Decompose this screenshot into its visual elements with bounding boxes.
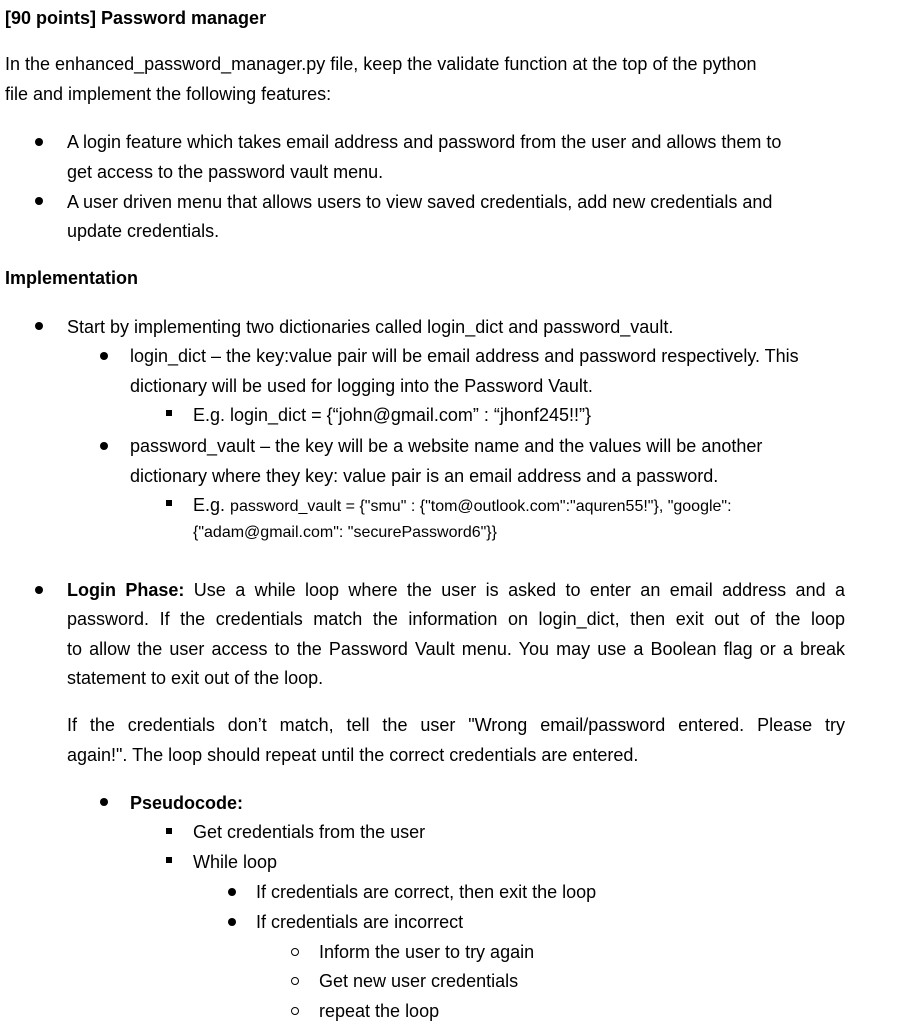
login-phase-line-2: password. If the credentials match the information on login_dict, then exit out of the loop xyxy=(67,609,845,629)
intro-line-1: In the enhanced_password_manager.py file, keep the validate function at the top of the python xyxy=(5,54,757,74)
pseudo-while: While loop xyxy=(193,852,278,872)
bullet-icon xyxy=(35,322,43,330)
square-bullet-icon xyxy=(166,500,172,506)
pseudo-sub-3: repeat the loop xyxy=(319,1001,440,1021)
login-dict-line-1: login_dict – the key:value pair will be email address and password respectively. This xyxy=(130,346,799,366)
bullet-icon xyxy=(35,586,43,594)
pseudo-correct: If credentials are correct, then exit the loop xyxy=(256,882,597,902)
intro-line-2: file and implement the following features: xyxy=(5,84,332,104)
pseudo-get: Get credentials from the user xyxy=(193,822,426,842)
password-vault-example-code-1: password_vault = {"smu" : {"tom@outlook.com":"aquren55!"}, "google": xyxy=(230,498,732,515)
password-vault-line-2: dictionary where they key: value pair is an email address and a password. xyxy=(130,466,719,486)
login-phase-line-4: statement to exit out of the loop. xyxy=(67,668,324,688)
bullet-icon xyxy=(35,138,43,146)
circle-bullet-icon xyxy=(291,948,299,956)
password-vault-line-1: password_vault – the key will be a website name and the values will be another xyxy=(130,436,763,456)
bullet-icon xyxy=(228,888,236,896)
password-vault-example-code-2: {"adam@gmail.com": "securePassword6"}} xyxy=(193,524,497,541)
login-phase-line-1 xyxy=(67,579,845,601)
login-phase-text: Use a while loop where the user is asked to enter an email address and a xyxy=(184,580,845,600)
login-phase-para2-line-2: again!". The loop should repeat until the correct credentials are entered. xyxy=(67,745,639,765)
implementation-heading: Implementation xyxy=(5,268,139,288)
login-phase-para2-line-1: If the credentials don’t match, tell the user "Wrong email/password entered. Please try xyxy=(67,715,845,735)
circle-bullet-icon xyxy=(291,977,299,985)
pseudo-incorrect: If credentials are incorrect xyxy=(256,912,464,932)
feature-2-line-2: update credentials. xyxy=(67,221,220,241)
bullet-icon xyxy=(100,798,108,806)
example-prefix: E.g. xyxy=(193,495,226,515)
password-vault-example xyxy=(193,494,732,518)
feature-1-line-2: get access to the password vault menu. xyxy=(67,162,384,182)
login-phase-label: Login Phase: xyxy=(67,580,185,600)
feature-1-line-1: A login feature which takes email address and password from the user and allows them to xyxy=(67,132,782,152)
bullet-icon xyxy=(228,918,236,926)
circle-bullet-icon xyxy=(291,1007,299,1015)
bullet-icon xyxy=(100,442,108,450)
impl-start: Start by implementing two dictionaries called login_dict and password_vault. xyxy=(67,317,674,337)
login-phase-line-3: to allow the user access to the Password Vault menu. You may use a Boolean flag or a break xyxy=(67,639,845,659)
login-dict-example: E.g. login_dict = {“john@gmail.com” : “jhonf245!!”} xyxy=(193,405,591,425)
feature-2-line-1: A user driven menu that allows users to view saved credentials, add new credentials and xyxy=(67,192,773,212)
pseudocode-label: Pseudocode: xyxy=(130,793,244,813)
square-bullet-icon xyxy=(166,857,172,863)
bullet-icon xyxy=(100,352,108,360)
square-bullet-icon xyxy=(166,410,172,416)
pseudo-sub-2: Get new user credentials xyxy=(319,971,519,991)
bullet-icon xyxy=(35,197,43,205)
square-bullet-icon xyxy=(166,828,172,834)
page-title: [90 points] Password manager xyxy=(5,8,267,28)
login-dict-line-2: dictionary will be used for logging into the Password Vault. xyxy=(130,376,593,396)
pseudo-sub-1: Inform the user to try again xyxy=(319,942,535,962)
